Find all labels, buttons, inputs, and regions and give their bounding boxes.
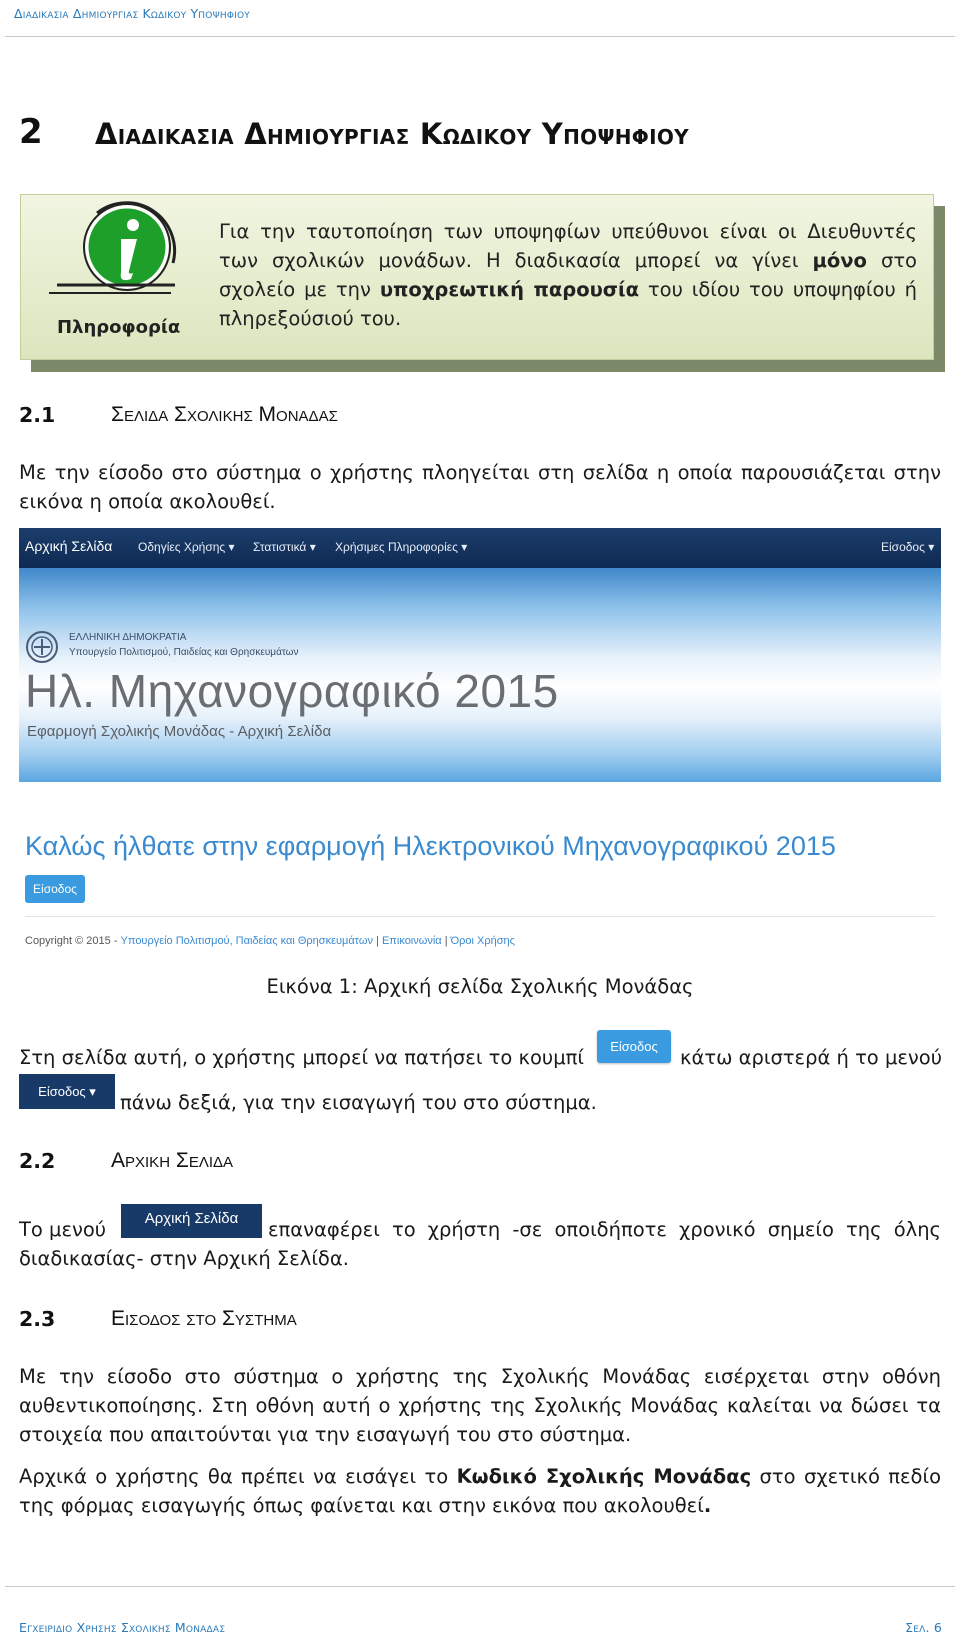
info-icon [45,201,185,319]
section-title: Σελιδα Σχολικης Μοναδας [111,403,338,426]
login-paragraph-part2: κάτω αριστερά ή το μενού [680,1046,942,1069]
section-number: 2.1 [19,403,56,427]
nav-brand: Αρχική Σελίδα [25,538,113,554]
figure-caption: Εικόνα 1: Αρχική σελίδα Σχολικής Μονάδας [266,975,694,998]
running-header: Διαδικασια Δημιουργιας Κωδικου Υποψηφιου [14,6,250,21]
section-number: 2.2 [19,1149,56,1173]
nav-item-info: Χρήσιμες Πληροφορίες ▾ [335,540,468,554]
banner-subtitle: Εφαρμογή Σχολικής Μονάδας - Αρχική Σελίδα [27,723,332,740]
nav-login: Είσοδος ▾ [881,540,935,554]
inline-home-menu[interactable]: Αρχική Σελίδα [121,1204,262,1238]
section-2-1-paragraph: Με την είσοδο στο σύστημα ο χρήστης πλοηγείται στη σελίδα η οποία παρουσιάζεται στην εικόνα η οποία ακολουθεί. [19,461,941,513]
nav-item-statistics: Στατιστικά ▾ [253,540,316,554]
section-2-1-heading [19,403,619,433]
info-box [20,194,934,360]
ministry-line-1: ΕΛΛΗΝΙΚΗ ΔΗΜΟΚΡΑΤΙΑ [69,632,187,643]
ministry-line-2: Υπουργείο Πολιτισμού, Παιδείας και Θρησκευμάτων [69,647,299,658]
home-paragraph-part1: Το μενού [19,1218,107,1241]
home-paragraph-part3: διαδικασίας- στην Αρχική Σελίδα. [19,1247,349,1270]
footer-rule [5,1586,955,1587]
figure-screenshot [19,528,941,956]
inline-login-menu[interactable]: Είσοδος ▾ [19,1074,115,1109]
page-number: Σελ. 6 [905,1620,942,1635]
chapter-number: 2 [19,112,43,152]
chapter-title: Διαδικασια Δημιουργιας Κωδικου Υποψηφιου [95,117,689,151]
banner-title: Ηλ. Μηχανογραφικό 2015 [25,665,559,717]
inline-login-button[interactable]: Είσοδος [597,1030,671,1063]
screenshot-banner [19,568,941,782]
login-paragraph-part3: πάνω δεξιά, για την εισαγωγή του στο σύστημα. [120,1091,597,1114]
nav-item-instructions: Οδηγίες Χρήσης ▾ [138,540,235,554]
running-footer-left: Εγχειριδιο Χρησης Σχολικης Μοναδας [19,1620,226,1635]
section-2-3-paragraph-2: Αρχικά ο χρήστης θα πρέπει να εισάγει το Κωδικό Σχολικής Μονάδας στο σχετικό πεδίο της φόρμας εισαγωγής όπως φαίνεται και στην εικόνα που ακολουθεί. [19,1465,941,1517]
screenshot-footer-rule [25,916,935,917]
login-paragraph-part1: Στη σελίδα αυτή, ο χρήστης μπορεί να πατήσει το κουμπί [19,1046,584,1069]
screenshot-copyright: Copyright © 2015 - Υπουργείο Πολιτισμού, Παιδείας και Θρησκευμάτων | Επικοινωνία | Όροι Χρήσης [25,935,515,947]
screenshot-login-button: Είσοδος [25,875,85,903]
section-title: Αρχικη Σελιδα [111,1149,234,1172]
section-2-3-heading [19,1307,619,1337]
home-paragraph-part2: επαναφέρει το χρήστη -σε οποιδήποτε χρονικό σημείο της όλης [268,1218,941,1241]
section-2-2-heading [19,1149,619,1179]
screenshot-navbar [19,528,941,568]
section-title: Εισοδος στο Συστημα [111,1307,297,1330]
welcome-text: Καλώς ήλθατε στην εφαρμογή Ηλεκτρονικού Μηχανογραφικού 2015 [25,831,836,861]
header-rule [5,36,955,37]
section-number: 2.3 [19,1307,56,1331]
info-text: Για την ταυτοποίηση των υποψηφίων υπεύθυνοι είναι οι Διευθυντές των σχολικών μονάδων. Η διαδικασία μπορεί να γίνει μόνο στο σχολείο με την υποχρεωτική παρουσία του ιδίου του υποψηφίου ή πληρεξούσιού του. [219,220,917,330]
section-2-3-paragraph-1: Με την είσοδο στο σύστημα ο χρήστης της Σχολικής Μονάδας εισέρχεται στην οθόνη αυθεντικοποίησης. Στη οθόνη αυτή ο χρήστης της Σχολικής Μονάδας καλείται να δώσει τα στοιχεία που απαιτούνται για την εισαγωγή του στο σύστημα. [19,1365,941,1446]
greek-emblem-icon [25,630,59,664]
info-label: Πληροφορία [57,317,181,338]
